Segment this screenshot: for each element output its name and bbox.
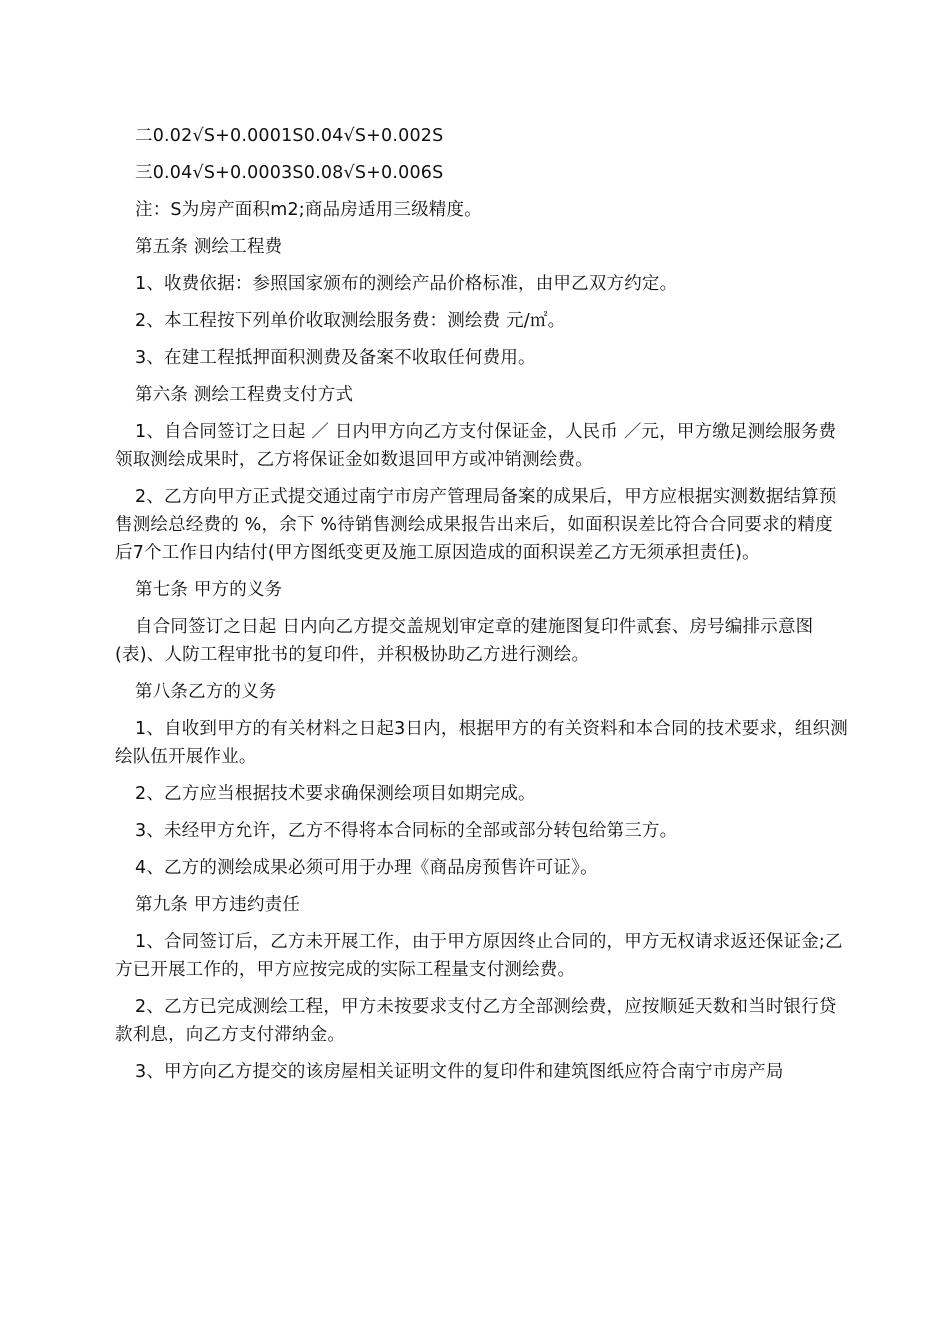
article-9-item-2: 2、乙方已完成测绘工程，甲方未按要求支付乙方全部测绘费，应按顺延天数和当时银行贷款利息，向乙方支付滞纳金。 (115, 997, 837, 1045)
article-8-item-1: 1、自收到甲方的有关材料之日起3日内，根据甲方的有关资料和本合同的技术要求，组织测绘队伍开展作业。 (115, 719, 848, 767)
article-6-item-1: 1、自合同签订之日起 ／ 日内甲方向乙方支付保证金，人民币 ／元，甲方缴足测绘服务费领取测绘成果时，乙方将保证金如数退回甲方或冲销测绘费。 (115, 422, 837, 470)
article-7-body: 自合同签订之日起 日内向乙方提交盖规划审定章的建施图复印件贰套、房号编排示意图(表)、人防工程审批书的复印件，并积极协助乙方进行测绘。 (115, 617, 814, 665)
document-body (115, 122, 850, 1095)
article-9-heading: 第九条 甲方违约责任 (135, 895, 301, 915)
article-8-heading: 第八条乙方的义务 (135, 682, 277, 702)
article-6-item-2: 2、乙方向甲方正式提交通过南宁市房产管理局备案的成果后，甲方应根据实测数据结算预售测绘总经费的 %，余下 %待销售测绘成果报告出来后，如面积误差比符合合同要求的精度后7个工作日内结付(甲方图纸变更及施工原因造成的面积误差乙方无须承担责任)。 (115, 487, 837, 563)
article-7-heading: 第七条 甲方的义务 (135, 580, 283, 600)
article-8-item-4: 4、乙方的测绘成果必须可用于办理《商品房预售许可证》。 (135, 858, 598, 878)
article-9-item-1: 1、合同签订后，乙方未开展工作，由于甲方原因终止合同的，甲方无权请求返还保证金;乙方已开展工作的，甲方应按完成的实际工程量支付测绘费。 (115, 932, 843, 980)
article-8-item-3: 3、未经甲方允许，乙方不得将本合同标的全部或部分转包给第三方。 (135, 821, 678, 841)
article-9-item-3: 3、甲方向乙方提交的该房屋相关证明文件的复印件和建筑图纸应符合南宁市房产局 (135, 1062, 784, 1082)
note-paragraph: 注：S为房产面积m2;商品房适用三级精度。 (135, 200, 482, 220)
article-5-item-2: 2、本工程按下列单价收取测绘服务费：测绘费 元/㎡。 (135, 311, 566, 331)
article-8-item-2: 2、乙方应当根据技术要求确保测绘项目如期完成。 (135, 784, 536, 804)
article-5-item-3: 3、在建工程抵押面积测费及备案不收取任何费用。 (135, 348, 536, 368)
precision-row-grade-3: 三0.04√S+0.0003S0.08√S+0.006S (135, 163, 444, 183)
article-5-heading: 第五条 测绘工程费 (135, 237, 283, 257)
article-5-item-1: 1、收费依据：参照国家颁布的测绘产品价格标准，由甲乙双方约定。 (135, 274, 678, 294)
precision-row-grade-2: 二0.02√S+0.0001S0.04√S+0.002S (135, 126, 444, 146)
article-6-heading: 第六条 测绘工程费支付方式 (135, 385, 354, 405)
